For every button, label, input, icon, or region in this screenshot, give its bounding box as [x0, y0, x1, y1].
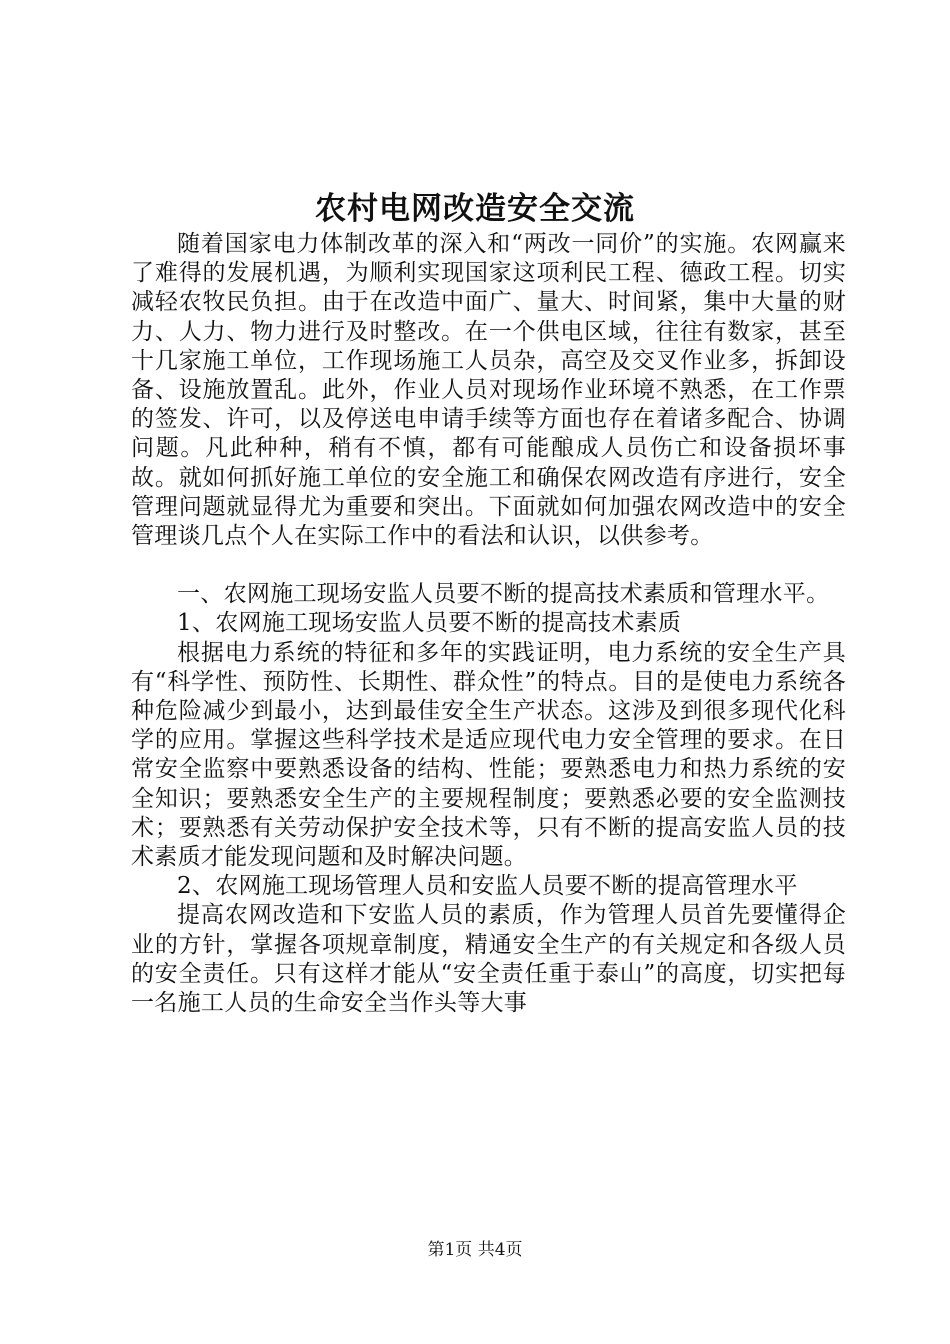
section-heading-1: 一、农网施工现场安监人员要不断的提高技术素质和管理水平。 [177, 581, 830, 608]
body-paragraph-2: 提高农网改造和下安监人员的素质，作为管理人员首先要懂得企业的方针，掌握各项规章制度，精通安全生产的有关规定和各级人员的安全责任。只有这样才能从“安全责任重于泰山”的高度，切实把每一名施工人员的生命安全当作头等大事 [131, 902, 846, 1017]
subsection-heading-1: 1、农网施工现场安监人员要不断的提高技术素质 [177, 610, 682, 637]
subsection-heading-2: 2、农网施工现场管理人员和安监人员要不断的提高管理水平 [177, 873, 798, 900]
body-paragraph-1: 根据电力系统的特征和多年的实践证明，电力系统的安全生产具有“科学性、预防性、长期性、群众性”的特点。目的是使电力系统各种危险减少到最小，达到最佳安全生产状态。这涉及到很多现代化科学的应用。掌握这些科学技术是适应现代电力安全管理的要求。在日常安全监察中要熟悉设备的结构、性能；要熟悉电力和热力系统的安全知识；要熟悉安全生产的主要规程制度；要熟悉必要的安全监测技术；要熟悉有关劳动保护安全技术等，只有不断的提高安监人员的技术素质才能发现问题和及时解决问题。 [131, 639, 846, 871]
intro-paragraph: 随着国家电力体制改革的深入和“两改一同价”的实施。农网赢来了难得的发展机遇，为顺利实现国家这项利民工程、德政工程。切实减轻农牧民负担。由于在改造中面广、量大、时间紧，集中大量的财力、人力、物力进行及时整改。在一个供电区域，往往有数家，甚至十几家施工单位，工作现场施工人员杂，高空及交叉作业多，拆卸设备、设施放置乱。此外，作业人员对现场作业环境不熟悉，在工作票的签发、许可，以及停送电申请手续等方面也存在着诸多配合、协调问题。凡此种种，稍有不慎，都有可能酿成人员伤亡和设备损坏事故。就如何抓好施工单位的安全施工和确保农网改造有序进行，安全管理问题就显得尤为重要和突出。下面就如何加强农网改造中的安全管理谈几点个人在实际工作中的看法和认识，以供参考。 [131, 231, 846, 550]
document-title: 农村电网改造安全交流 [315, 191, 635, 227]
document-body [131, 230, 846, 1018]
page-number-footer: 第1页 共4页 [427, 1240, 523, 1260]
